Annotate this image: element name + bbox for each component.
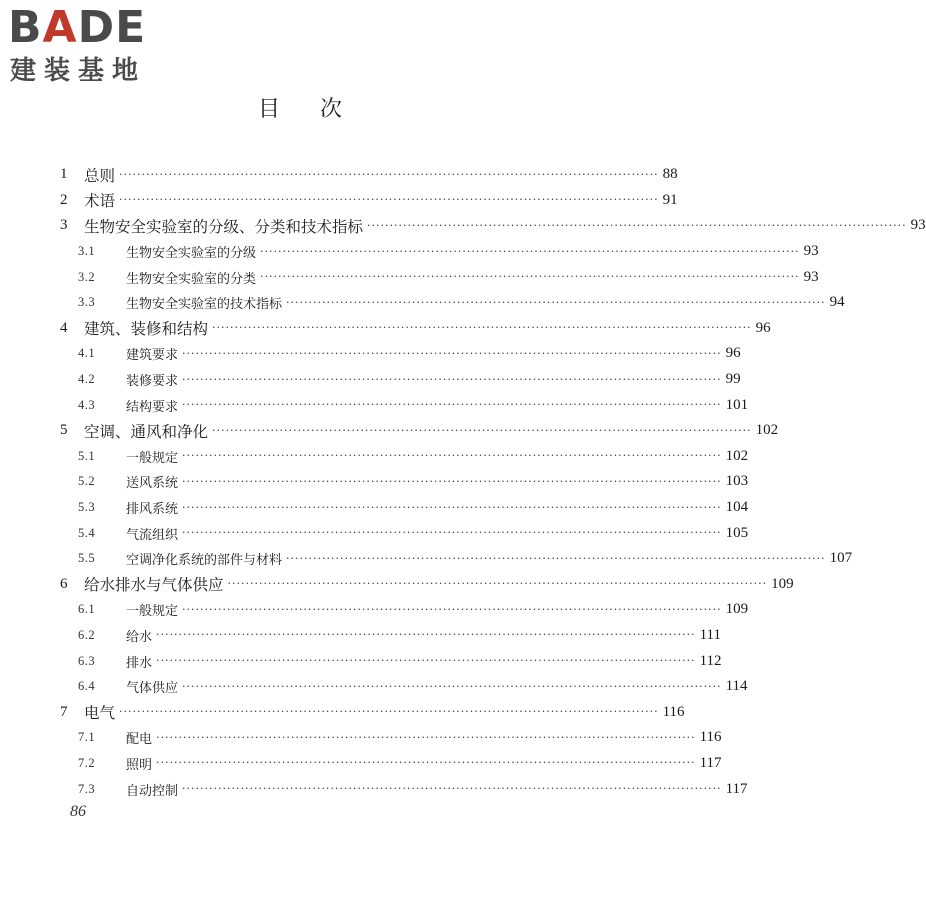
toc-entry-title: 一般规定: [126, 604, 179, 620]
toc-entry-page: 117: [725, 780, 748, 797]
toc-entry-title: 送风系统: [126, 476, 179, 492]
page-title: 目次: [257, 97, 382, 122]
table-of-contents: [60, 162, 926, 802]
toc-entry-page: 117: [699, 754, 722, 771]
toc-entry-page: 102: [755, 422, 779, 439]
toc-entry-page: 93: [910, 217, 926, 234]
toc-entry-number: 7.1: [78, 730, 96, 745]
toc-chapter-entry[interactable]: [60, 572, 794, 598]
toc-entry-title: 结构要求: [126, 399, 179, 415]
toc-entry-title: 气体供应: [126, 681, 179, 697]
toc-entry-number: 3.2: [78, 269, 96, 284]
toc-section-entry[interactable]: [60, 751, 722, 777]
toc-dot-leader: ························································································································: [182, 679, 722, 693]
toc-entry-page: 109: [725, 601, 749, 618]
toc-entry-number: 5.1: [78, 448, 96, 463]
toc-chapter-entry[interactable]: [60, 699, 685, 725]
toc-entry-title: 生物安全实验室的分级: [126, 246, 257, 262]
toc-entry-page: 96: [725, 345, 741, 362]
toc-entry-title: 生物安全实验室的分类: [126, 271, 257, 287]
toc-entry-number: 3.1: [78, 244, 96, 259]
logo-subtitle: 建装基地: [10, 56, 147, 86]
toc-section-entry[interactable]: [60, 469, 749, 495]
toc-dot-leader: ························································································································: [119, 167, 659, 181]
toc-entry-title: 建筑要求: [126, 348, 179, 364]
toc-section-entry[interactable]: [60, 648, 722, 674]
logo-wordmark: [8, 4, 146, 52]
toc-entry-number: 5.3: [78, 500, 96, 515]
toc-dot-leader: ························································································································: [227, 577, 768, 591]
toc-entry-page: 102: [725, 447, 749, 464]
toc-entry-title: 自动控制: [126, 783, 179, 799]
toc-entry-number: 5.5: [78, 551, 96, 566]
toc-entry-number: 3: [60, 217, 68, 234]
toc-entry-number: 1: [60, 166, 68, 183]
toc-entry-number: 6.4: [78, 679, 96, 694]
toc-entry-number: 4.2: [78, 372, 96, 387]
toc-entry-title: 排风系统: [126, 502, 179, 518]
toc-entry-number: 7.2: [78, 755, 96, 770]
toc-entry-number: 7.3: [78, 781, 96, 796]
toc-entry-page: 107: [829, 550, 853, 567]
toc-dot-leader: ························································································································: [156, 654, 696, 668]
toc-section-entry[interactable]: [60, 546, 853, 572]
toc-entry-page: 93: [803, 243, 819, 260]
toc-entry-page: 96: [755, 319, 771, 336]
toc-dot-leader: ························································································································: [260, 270, 800, 284]
toc-entry-page: 99: [725, 371, 741, 388]
toc-dot-leader: ························································································································: [367, 218, 907, 232]
toc-entry-page: 114: [725, 678, 748, 695]
toc-entry-page: 93: [803, 268, 819, 285]
site-logo: [8, 4, 178, 86]
page-number: 86: [70, 803, 86, 820]
toc-entry-title: 装修要求: [126, 374, 179, 390]
toc-entry-number: 4: [60, 319, 68, 336]
toc-dot-leader: ························································································································: [212, 321, 752, 335]
toc-dot-leader: ························································································································: [182, 449, 722, 463]
toc-section-entry[interactable]: [60, 264, 819, 290]
toc-dot-leader: ························································································································: [212, 423, 752, 437]
toc-entry-page: 103: [725, 473, 749, 490]
toc-entry-number: 4.3: [78, 397, 96, 412]
toc-entry-number: 6: [60, 575, 68, 592]
toc-section-entry[interactable]: [60, 239, 819, 265]
toc-dot-leader: ························································································································: [182, 398, 722, 412]
toc-entry-title: 术语: [84, 192, 116, 211]
toc-entry-title: 空调净化系统的部件与材料: [126, 553, 283, 569]
toc-entry-page: 111: [699, 626, 721, 643]
toc-entry-number: 5.4: [78, 525, 96, 540]
toc-dot-leader: ························································································································: [182, 526, 722, 540]
toc-section-entry[interactable]: [60, 367, 741, 393]
toc-section-entry[interactable]: [60, 290, 845, 316]
toc-entry-title: 建筑、装修和结构: [84, 320, 209, 339]
toc-dot-leader: ························································································································: [182, 500, 722, 514]
logo-letters-de: DE: [77, 2, 147, 53]
toc-entry-number: 7: [60, 703, 68, 720]
toc-dot-leader: ························································································································: [286, 551, 826, 565]
toc-section-entry[interactable]: [60, 444, 749, 470]
toc-entry-page: 116: [662, 703, 685, 720]
toc-chapter-entry[interactable]: [60, 162, 678, 188]
toc-entry-title: 给水排水与气体供应: [84, 576, 224, 595]
toc-entry-title: 排水: [126, 655, 153, 671]
toc-section-entry[interactable]: [60, 597, 749, 623]
toc-entry-page: 94: [829, 294, 845, 311]
toc-chapter-entry[interactable]: [60, 188, 678, 214]
toc-dot-leader: ························································································································: [260, 244, 800, 258]
toc-entry-page: 104: [725, 499, 749, 516]
toc-entry-title: 给水: [126, 629, 153, 645]
toc-entry-title: 照明: [126, 757, 153, 773]
toc-dot-leader: ························································································································: [286, 295, 826, 309]
toc-entry-page: 109: [771, 575, 794, 592]
toc-entry-title: 配电: [126, 732, 153, 748]
toc-entry-title: 总则: [84, 166, 116, 185]
toc-entry-number: 5: [60, 422, 68, 439]
logo-letter-b: B: [8, 2, 43, 53]
logo-letter-a: A: [42, 2, 78, 53]
toc-entry-page: 88: [662, 166, 678, 183]
toc-entry-title: 空调、通风和净化: [84, 422, 209, 441]
toc-dot-leader: ························································································································: [182, 782, 722, 796]
toc-entry-title: 生物安全实验室的分级、分类和技术指标: [84, 217, 364, 236]
toc-entry-number: 6.2: [78, 627, 96, 642]
toc-dot-leader: ························································································································: [156, 628, 696, 642]
toc-entry-page: 116: [699, 729, 722, 746]
toc-entry-title: 一般规定: [126, 450, 179, 466]
toc-entry-number: 6.1: [78, 602, 96, 617]
toc-dot-leader: ························································································································: [182, 372, 722, 386]
toc-section-entry[interactable]: [60, 341, 741, 367]
toc-section-entry[interactable]: [60, 725, 722, 751]
toc-chapter-entry[interactable]: [60, 213, 926, 239]
toc-dot-leader: ························································································································: [156, 730, 696, 744]
toc-entry-number: 6.3: [78, 653, 96, 668]
toc-dot-leader: ························································································································: [119, 705, 659, 719]
toc-dot-leader: ························································································································: [156, 756, 696, 770]
toc-section-entry[interactable]: [60, 520, 749, 546]
toc-entry-number: 4.1: [78, 346, 96, 361]
toc-entry-title: 电气: [84, 704, 116, 723]
toc-entry-page: 112: [699, 652, 722, 669]
toc-dot-leader: ························································································································: [182, 346, 722, 360]
toc-entry-page: 91: [662, 191, 678, 208]
toc-chapter-entry[interactable]: [60, 316, 771, 342]
toc-entry-page: 105: [725, 524, 749, 541]
toc-entry-number: 2: [60, 191, 68, 208]
toc-entry-number: 5.2: [78, 474, 96, 489]
toc-entry-number: 3.3: [78, 295, 96, 310]
toc-dot-leader: ························································································································: [119, 193, 659, 207]
toc-section-entry[interactable]: [60, 674, 748, 700]
toc-entry-title: 生物安全实验室的技术指标: [126, 297, 283, 313]
toc-dot-leader: ························································································································: [182, 474, 722, 488]
toc-entry-title: 气流组织: [126, 527, 179, 543]
toc-section-entry[interactable]: [60, 623, 721, 649]
toc-dot-leader: ························································································································: [182, 602, 722, 616]
toc-section-entry[interactable]: [60, 392, 749, 418]
toc-section-entry[interactable]: [60, 776, 748, 802]
toc-entry-page: 101: [725, 396, 749, 413]
toc-chapter-entry[interactable]: [60, 418, 779, 444]
toc-section-entry[interactable]: [60, 495, 749, 521]
